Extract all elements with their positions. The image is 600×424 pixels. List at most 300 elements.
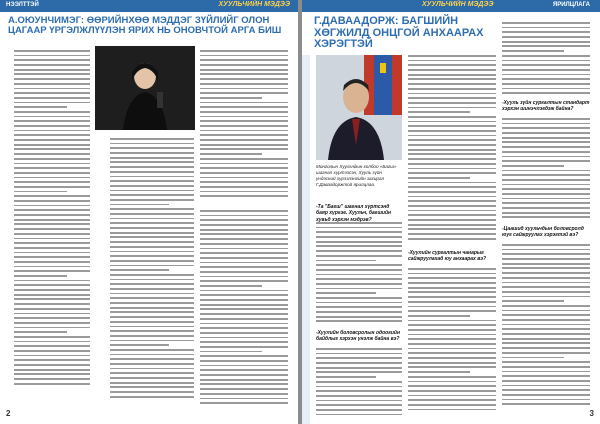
text-column-3c — [502, 244, 590, 408]
text-line — [110, 260, 194, 262]
text-line — [316, 362, 402, 364]
text-line — [408, 111, 470, 113]
text-line — [110, 302, 194, 304]
text-line — [110, 335, 194, 337]
text-line — [110, 311, 194, 313]
text-line — [200, 55, 288, 57]
text-line — [408, 277, 496, 279]
text-line — [200, 332, 288, 334]
text-line — [200, 346, 288, 348]
text-line — [200, 69, 288, 71]
text-line — [502, 165, 564, 167]
text-line — [14, 130, 90, 132]
text-line — [14, 209, 90, 211]
text-line — [110, 274, 194, 276]
text-line — [14, 92, 90, 94]
text-line — [14, 275, 67, 277]
text-line — [316, 395, 402, 397]
text-line — [502, 352, 590, 354]
text-line — [14, 200, 90, 202]
text-line — [502, 338, 590, 340]
text-line — [408, 329, 496, 331]
text-line — [408, 125, 496, 127]
text-line — [14, 383, 90, 385]
text-column-3b — [502, 118, 590, 221]
text-line — [14, 214, 90, 216]
text-line — [200, 318, 288, 320]
text-line — [110, 246, 194, 248]
text-line — [502, 146, 590, 148]
text-line — [408, 163, 496, 165]
text-line — [110, 241, 194, 243]
text-line — [408, 334, 496, 336]
text-line — [502, 36, 590, 38]
text-line — [502, 137, 590, 139]
text-line — [408, 315, 470, 317]
text-line — [110, 152, 194, 154]
text-line — [502, 174, 590, 176]
text-line — [408, 371, 470, 373]
text-line — [14, 186, 90, 188]
text-line — [14, 373, 90, 375]
text-line — [408, 324, 496, 326]
question-4: -Хууль зүйн сургалтын стандарт хэрхэн шинэчлэгдэж байна? — [502, 100, 590, 113]
text-line — [316, 316, 402, 318]
text-line — [408, 362, 496, 364]
article-title: Г.ДАВААДОРЖ: БАГШИЙН ХӨГЖИЛД ОНЦГОЙ АНХААРАХ ХЭРЭГТЭЙ — [314, 15, 484, 51]
text-line — [502, 27, 590, 29]
text-line — [14, 369, 90, 371]
text-line — [200, 195, 288, 197]
text-line — [110, 180, 194, 182]
text-column-1 — [316, 222, 402, 325]
text-line — [200, 369, 288, 371]
text-line — [110, 255, 194, 257]
text-line — [408, 55, 496, 57]
text-line — [200, 88, 288, 90]
text-line — [200, 280, 288, 282]
text-line — [316, 306, 402, 308]
text-line — [200, 97, 262, 99]
text-line — [110, 321, 194, 323]
text-line — [408, 282, 496, 284]
text-column-2 — [408, 55, 496, 243]
text-line — [110, 143, 194, 145]
text-line — [200, 304, 288, 306]
text-line — [110, 208, 194, 210]
text-line — [502, 160, 590, 162]
text-line — [14, 327, 90, 329]
text-line — [110, 344, 169, 346]
text-column-2 — [200, 50, 288, 200]
text-line — [14, 102, 90, 104]
text-line — [408, 83, 496, 85]
text-line — [502, 300, 564, 302]
text-line — [200, 130, 288, 132]
text-line — [408, 238, 496, 240]
text-line — [200, 341, 288, 343]
text-line — [200, 271, 288, 273]
text-line — [316, 250, 402, 252]
text-line — [14, 355, 90, 357]
text-line — [14, 78, 90, 80]
text-line — [502, 319, 590, 321]
text-line — [408, 182, 496, 184]
text-line — [200, 351, 262, 353]
text-line — [110, 288, 194, 290]
text-line — [14, 153, 90, 155]
text-line — [110, 147, 194, 149]
text-line — [110, 377, 194, 379]
text-line — [316, 390, 402, 392]
text-line — [200, 125, 288, 127]
text-line — [408, 268, 496, 270]
text-line — [200, 177, 288, 179]
text-line — [14, 336, 90, 338]
text-line — [110, 232, 194, 234]
text-line — [200, 148, 288, 150]
text-line — [316, 283, 402, 285]
text-line — [200, 167, 288, 169]
text-line — [408, 352, 496, 354]
text-line — [408, 116, 496, 118]
text-line — [502, 314, 590, 316]
text-line — [14, 252, 90, 254]
text-line — [110, 218, 194, 220]
text-line — [408, 343, 496, 345]
text-line — [408, 153, 496, 155]
text-line — [200, 243, 288, 245]
text-line — [408, 287, 496, 289]
text-line — [408, 273, 496, 275]
text-line — [110, 358, 194, 360]
text-line — [408, 214, 496, 216]
text-line — [110, 185, 194, 187]
text-line — [502, 41, 590, 43]
text-column-3 — [110, 138, 194, 401]
text-line — [110, 265, 194, 267]
text-line — [316, 278, 402, 280]
text-line — [110, 326, 194, 328]
text-line — [502, 291, 590, 293]
text-line — [110, 340, 194, 342]
text-line — [316, 245, 402, 247]
text-line — [200, 388, 288, 390]
text-line — [316, 227, 402, 229]
text-line — [14, 59, 90, 61]
text-line — [14, 158, 90, 160]
text-line — [408, 200, 496, 202]
text-line — [14, 88, 90, 90]
text-line — [408, 301, 496, 303]
text-line — [110, 213, 194, 215]
article-title: А.ОЮУНЧИМЭГ: ӨӨРИЙНХӨӨ МЭДДЭГ ЗҮЙЛИЙГ ОЛОН ЦАГААР ҮРГЭЛЖЛҮҮЛЭН ЯРИХ НЬ ОНОВЧТОЙ АРГА БИШ — [8, 15, 282, 36]
text-line — [502, 310, 590, 312]
text-line — [502, 64, 590, 66]
text-line — [110, 279, 194, 281]
text-line — [408, 390, 496, 392]
text-line — [408, 205, 496, 207]
text-line — [408, 395, 496, 397]
text-line — [14, 294, 90, 296]
text-line — [502, 118, 590, 120]
text-line — [14, 345, 90, 347]
text-line — [14, 247, 90, 249]
photo-caption: Монголын Хуульчдын холбоо «Багш» шагнал хүртээсэн, Хууль зүйн үндэсний хүрээлэнгийн захирал Г.Даваадоржтой ярилцлаа. — [316, 164, 397, 187]
text-line — [408, 191, 496, 193]
text-line — [110, 316, 194, 318]
text-line — [502, 267, 590, 269]
text-line — [200, 116, 288, 118]
text-line — [200, 215, 288, 217]
text-line — [200, 290, 288, 292]
magazine-name: ХУУЛЬЧИЙН МЭДЭЭ — [218, 1, 290, 8]
text-line — [408, 233, 496, 235]
text-line — [110, 194, 194, 196]
text-line — [408, 139, 496, 141]
text-line — [502, 399, 590, 401]
left-header-bar — [0, 0, 298, 12]
text-column-1b — [316, 348, 402, 418]
text-line — [502, 156, 590, 158]
text-line — [502, 277, 590, 279]
text-line — [502, 45, 590, 47]
text-line — [110, 372, 194, 374]
text-line — [110, 190, 194, 192]
text-line — [14, 308, 90, 310]
text-line — [502, 69, 590, 71]
text-line — [502, 22, 590, 24]
text-line — [408, 121, 496, 123]
text-line — [14, 55, 90, 57]
text-line — [316, 288, 402, 290]
right-header-bar — [302, 0, 600, 12]
text-line — [408, 97, 496, 99]
text-line — [408, 107, 496, 109]
text-line — [316, 260, 376, 262]
text-line — [316, 353, 402, 355]
text-line — [14, 83, 90, 85]
text-line — [316, 297, 402, 299]
text-line — [200, 59, 288, 61]
question-2: -Хуулийн боловсролын одоогийн байдлыг хэрхэн үнэлж байна вэ? — [316, 330, 400, 343]
text-line — [408, 366, 496, 368]
text-line — [200, 355, 288, 357]
text-line — [502, 403, 590, 405]
text-line — [200, 64, 288, 66]
text-line — [200, 276, 288, 278]
text-line — [14, 256, 90, 258]
left-side-stripe — [302, 55, 310, 424]
text-line — [110, 204, 169, 206]
text-line — [408, 149, 496, 151]
text-line — [200, 262, 288, 264]
section-label: ЯРИЛЦЛАГА — [552, 2, 590, 8]
text-line — [200, 210, 288, 212]
text-line — [316, 302, 402, 304]
text-column-4 — [200, 210, 288, 407]
text-line — [502, 253, 590, 255]
text-line — [200, 238, 288, 240]
text-line — [408, 93, 496, 95]
text-line — [200, 219, 288, 221]
text-line — [502, 394, 590, 396]
text-line — [14, 120, 90, 122]
text-line — [408, 404, 496, 406]
text-line — [502, 371, 590, 373]
text-line — [200, 248, 288, 250]
text-line — [502, 361, 590, 363]
text-line — [502, 184, 590, 186]
text-line — [408, 320, 496, 322]
text-line — [408, 186, 496, 188]
text-line — [408, 376, 496, 378]
text-line — [200, 402, 288, 404]
text-line — [502, 282, 590, 284]
text-line — [408, 224, 496, 226]
text-line — [502, 92, 590, 94]
magazine-name: ХУУЛЬЧИЙН МЭДЭЭ — [422, 1, 494, 8]
text-line — [14, 303, 90, 305]
text-line — [502, 198, 590, 200]
text-line — [200, 134, 288, 136]
text-line — [14, 242, 90, 244]
text-line — [408, 399, 496, 401]
text-line — [200, 398, 288, 400]
text-line — [316, 320, 402, 322]
text-line — [200, 73, 288, 75]
text-line — [14, 266, 90, 268]
text-line — [408, 78, 496, 80]
text-line — [200, 158, 288, 160]
text-line — [502, 385, 590, 387]
text-line — [502, 207, 590, 209]
text-line — [14, 148, 90, 150]
text-line — [502, 55, 590, 57]
text-line — [110, 138, 194, 140]
question-3: -Хуулийн сургалтын чанарыг сайжруулахад юу анхаарах вэ? — [408, 250, 487, 263]
text-line — [110, 222, 194, 224]
left-page — [0, 0, 298, 424]
text-line — [502, 88, 590, 90]
text-line — [502, 216, 590, 218]
text-line — [316, 348, 402, 350]
text-line — [14, 106, 67, 108]
text-line — [14, 134, 90, 136]
text-line — [110, 227, 194, 229]
text-line — [110, 236, 194, 238]
text-line — [502, 263, 590, 265]
text-line — [502, 170, 590, 172]
text-line — [14, 172, 90, 174]
text-line — [14, 163, 90, 165]
text-line — [316, 357, 402, 359]
text-line — [316, 311, 402, 313]
text-line — [200, 374, 288, 376]
page-number: 3 — [589, 409, 594, 418]
text-line — [110, 386, 194, 388]
text-line — [408, 158, 496, 160]
text-line — [200, 327, 288, 329]
text-line — [14, 191, 67, 193]
text-line — [200, 257, 288, 259]
text-line — [200, 383, 288, 385]
text-line — [408, 219, 496, 221]
text-line — [408, 74, 496, 76]
text-line — [408, 64, 496, 66]
text-line — [200, 379, 288, 381]
text-line — [110, 157, 194, 159]
text-line — [502, 31, 590, 33]
text-line — [14, 280, 90, 282]
text-line — [408, 60, 496, 62]
text-line — [316, 409, 402, 411]
text-line — [110, 396, 194, 398]
text-line — [14, 205, 90, 207]
text-line — [200, 78, 288, 80]
speaker-photo — [95, 46, 195, 130]
text-line — [14, 341, 90, 343]
text-line — [110, 368, 194, 370]
text-line — [408, 291, 496, 293]
text-line — [14, 298, 90, 300]
text-line — [408, 409, 496, 411]
text-line — [200, 191, 288, 193]
text-line — [502, 380, 590, 382]
right-page — [302, 0, 600, 424]
text-line — [200, 337, 288, 339]
text-line — [14, 195, 90, 197]
text-line — [408, 357, 496, 359]
text-line — [200, 285, 262, 287]
text-line — [200, 153, 262, 155]
text-line — [316, 269, 402, 271]
text-line — [200, 229, 288, 231]
text-line — [14, 181, 90, 183]
section-label: НЭЭЛТТЭЙ — [6, 2, 39, 8]
text-line — [408, 130, 496, 132]
text-line — [502, 74, 590, 76]
text-line — [14, 359, 90, 361]
text-line — [502, 249, 590, 251]
text-line — [502, 305, 590, 307]
text-line — [502, 188, 590, 190]
text-line — [14, 270, 90, 272]
text-line — [502, 328, 590, 330]
text-line — [14, 177, 90, 179]
text-line — [200, 365, 288, 367]
text-line — [502, 366, 590, 368]
text-line — [316, 255, 402, 257]
text-line — [110, 297, 194, 299]
text-line — [110, 354, 194, 356]
text-line — [200, 313, 288, 315]
text-line — [316, 381, 402, 383]
text-line — [200, 252, 288, 254]
text-line — [110, 251, 194, 253]
text-line — [14, 50, 90, 52]
text-line — [110, 171, 194, 173]
text-line — [408, 172, 496, 174]
text-line — [110, 349, 194, 351]
text-line — [110, 161, 194, 163]
text-line — [14, 238, 90, 240]
text-line — [316, 292, 376, 294]
text-line — [502, 151, 590, 153]
text-line — [14, 73, 90, 75]
text-line — [200, 92, 288, 94]
text-line — [110, 293, 194, 295]
